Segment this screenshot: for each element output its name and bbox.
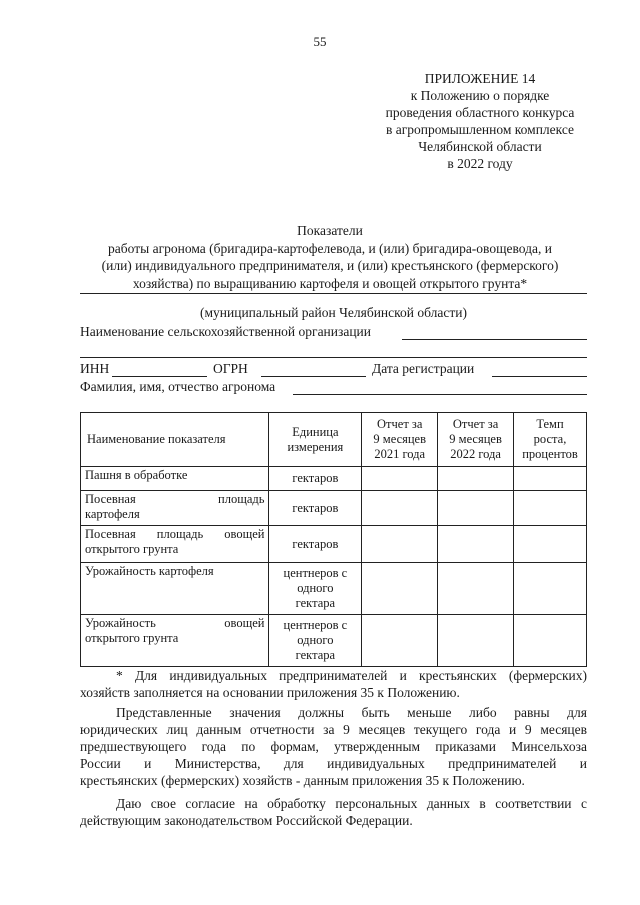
- footnote-line: * Для индивидуальных предпринимателей и крестьянских (фермерских): [116, 668, 587, 683]
- heading-line: Показатели: [297, 223, 363, 238]
- row-name-line: Урожайность картофеля: [85, 564, 214, 578]
- appendix-line: к Положению о порядке: [410, 88, 550, 103]
- cell-growth[interactable]: [514, 615, 587, 667]
- row-name-line: Посевная площадь овощей: [85, 527, 265, 541]
- footnote: [80, 667, 587, 701]
- heading-line: (или) индивидуального предпринимателя, и (или) крестьянского (фермерского): [101, 258, 559, 273]
- row-unit-line: гектара: [295, 596, 336, 610]
- org-name-fill-line[interactable]: [402, 339, 587, 340]
- indicators-table: [80, 412, 587, 667]
- row-unit-line: гектаров: [292, 500, 339, 515]
- cell-growth[interactable]: [514, 467, 587, 491]
- cell-2022[interactable]: [438, 526, 514, 563]
- note-line: крестьянских (фермерских) хозяйств - данным приложения 35 к Положению.: [80, 773, 525, 788]
- registration-date-label: Дата регистрации: [372, 361, 475, 376]
- header-indicator-name: Наименование показателя: [81, 413, 269, 467]
- header-line: 2022 года: [450, 447, 501, 461]
- cell-growth[interactable]: [514, 491, 587, 526]
- registration-date-fill-line[interactable]: [492, 376, 587, 377]
- header-unit-line: измерения: [287, 439, 344, 454]
- org-name-label: Наименование сельскохозяйственной организации: [80, 324, 372, 339]
- header-line: Отчет за: [377, 417, 423, 431]
- footnote-line: хозяйств заполняется на основании приложения 35 к Положению.: [80, 685, 460, 700]
- header-report-2021: [362, 413, 438, 467]
- row-unit: [269, 467, 362, 491]
- note-paragraph: [80, 704, 587, 789]
- consent-line: действующим законодательством Российской Федерации.: [80, 813, 413, 828]
- row-name-line: картофеля: [85, 507, 140, 521]
- note-line: предшествующего года по формам, утвержденным приказами Минсельхоза: [80, 739, 587, 754]
- header-line: процентов: [522, 447, 578, 461]
- consent-paragraph: [80, 795, 587, 829]
- header-line: роста,: [533, 432, 567, 446]
- row-unit: [269, 615, 362, 667]
- row-name: [81, 491, 269, 526]
- row-unit-line: центнеров с: [283, 566, 348, 580]
- cell-2022[interactable]: [438, 491, 514, 526]
- row-unit: [269, 563, 362, 615]
- inn-label: ИНН: [80, 361, 110, 376]
- cell-growth[interactable]: [514, 526, 587, 563]
- table-header-row: [81, 413, 587, 467]
- row-unit-line: гектаров: [292, 471, 339, 485]
- appendix-line: Челябинской области: [418, 139, 542, 154]
- header-line: Отчет за: [452, 417, 499, 431]
- inn-fill-line[interactable]: [112, 376, 207, 377]
- row-unit: [269, 491, 362, 526]
- table-row: [81, 563, 587, 615]
- header-growth-rate: [514, 413, 587, 467]
- row-name-line: открытого грунта: [85, 631, 179, 645]
- cell-2021[interactable]: [362, 563, 438, 615]
- cell-2022[interactable]: [438, 615, 514, 667]
- table-row: [81, 615, 587, 667]
- header-report-2022: [438, 413, 514, 467]
- appendix-header: [360, 70, 600, 172]
- ogrn-label: ОГРН: [213, 361, 248, 376]
- header-line: 2021 года: [374, 447, 426, 461]
- cell-2021[interactable]: [362, 491, 438, 526]
- table-row: [81, 467, 587, 491]
- page-number: 55: [313, 34, 327, 49]
- header-unit-line: Единица: [292, 424, 339, 439]
- appendix-line: в 2022 году: [447, 156, 513, 171]
- cell-2022[interactable]: [438, 467, 514, 491]
- cell-2022[interactable]: [438, 563, 514, 615]
- row-unit-line: гектара: [295, 648, 336, 662]
- cell-growth[interactable]: [514, 563, 587, 615]
- row-unit-line: гектаров: [292, 536, 339, 551]
- table-row: [81, 526, 587, 563]
- header-line: Темп: [536, 417, 564, 431]
- row-name-line: Посевная площадь: [85, 492, 265, 506]
- table-row: [81, 491, 587, 526]
- cell-2021[interactable]: [362, 526, 438, 563]
- agronomist-fill-line[interactable]: [293, 394, 587, 395]
- district-fill-line[interactable]: [80, 293, 587, 294]
- row-name: [81, 615, 269, 667]
- consent-line: Даю свое согласие на обработку персональных данных в соответствии с: [116, 796, 587, 811]
- district-label: (муниципальный район Челябинской области): [200, 305, 467, 320]
- header-line: 9 месяцев: [373, 432, 427, 446]
- row-unit-line: центнеров с: [283, 618, 348, 632]
- row-name: [81, 563, 269, 615]
- row-name-line: открытого грунта: [85, 542, 179, 556]
- note-line: юридических лиц данным отчетности за 9 месяцев текущего года и 9 месяцев: [80, 722, 587, 737]
- appendix-line: проведения областного конкурса: [385, 105, 575, 120]
- ogrn-fill-line[interactable]: [261, 376, 366, 377]
- appendix-line: в агропромышленном комплексе: [385, 122, 575, 137]
- org-name-fill-line-2[interactable]: [80, 357, 587, 358]
- header-unit: [269, 413, 362, 467]
- row-unit: [269, 526, 362, 563]
- cell-2021[interactable]: [362, 615, 438, 667]
- cell-2021[interactable]: [362, 467, 438, 491]
- header-line: 9 месяцев: [449, 432, 502, 446]
- row-name: [81, 467, 269, 491]
- note-line: России и Министерства, для индивидуальных предпринимателей и: [80, 756, 587, 771]
- row-unit-line: одного: [297, 633, 334, 647]
- heading-line: работы агронома (бригадира-картофелевода, и (или) бригадира-овощевода, и: [108, 240, 552, 256]
- appendix-line: ПРИЛОЖЕНИЕ 14: [424, 71, 536, 86]
- note-line: Представленные значения должны быть меньше либо равны для: [116, 705, 587, 720]
- agronomist-label: Фамилия, имя, отчество агронома: [80, 379, 276, 394]
- row-name-line: Пашня в обработке: [85, 468, 188, 482]
- row-unit-line: одного: [297, 581, 334, 595]
- row-name-line: Урожайность овощей: [85, 616, 265, 630]
- document-heading: [60, 222, 600, 292]
- row-name: [81, 526, 269, 563]
- heading-line: хозяйства) по выращиванию картофеля и овощей открытого грунта*: [132, 275, 528, 291]
